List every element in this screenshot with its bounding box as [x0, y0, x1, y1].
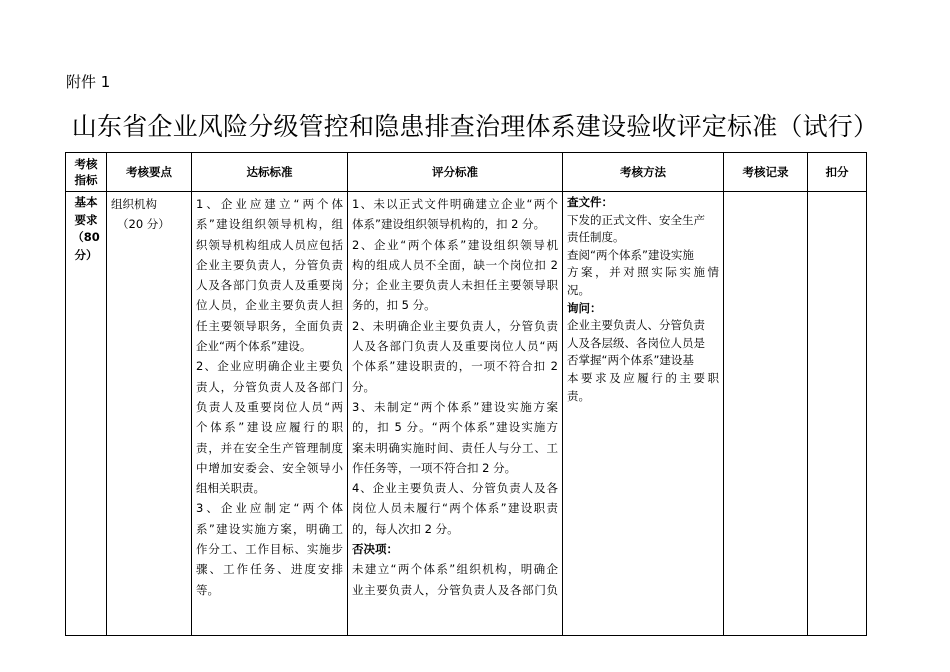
- standard-line: 骤、工作任务、进度安排: [196, 562, 343, 577]
- method-line: 查阅“两个体系”建设实施: [567, 247, 694, 262]
- method-line: 人及各层级、各岗位人员是: [567, 335, 705, 350]
- scoring-cell: [348, 192, 563, 636]
- method-line: 责任制度。: [567, 230, 625, 245]
- method-line: 本要求及应履行的主要职: [567, 370, 719, 385]
- scoring-line: 未建立“两个体系”组织机构，明确企: [352, 562, 558, 577]
- standard-cell: [192, 192, 348, 636]
- scoring-line: 业主要负责人，分管负责人及各部门负: [352, 582, 558, 597]
- scoring-line: 3、未制定“两个体系”建设实施方案: [352, 399, 558, 414]
- standard-line: 等。: [196, 582, 219, 597]
- standard-line: 责人，分管负责人及各部门: [196, 379, 343, 394]
- indicator-cell: [66, 192, 107, 636]
- scoring-line: 4、企业主要负责人、分管负责人及各: [352, 481, 558, 496]
- header-scoring: 评分标准: [348, 153, 563, 192]
- standard-line: 作分工、工作目标、实施步: [196, 542, 343, 557]
- record-cell: [724, 192, 808, 636]
- standard-line: 位人员，企业主要负责人担: [196, 298, 343, 313]
- document-title: 山东省企业风险分级管控和隐患排查治理体系建设验收评定标准（试行）: [71, 112, 879, 141]
- header-indicator-line: 考核: [74, 157, 98, 171]
- standard-line: 个体系”建设应履行的职: [196, 420, 343, 435]
- point-line: 组织机构: [111, 197, 157, 211]
- standard-line: 责，并在安全生产管理制度: [196, 440, 343, 455]
- standard-line: 2、企业应明确企业主要负: [196, 359, 343, 374]
- standard-line: 织领导机构组成人员应包括: [196, 237, 343, 252]
- scoring-line: 分。: [352, 379, 375, 394]
- indicator-line: 基本: [74, 195, 98, 209]
- scoring-line: 1、未以正式文件明确建立企业“两个: [352, 197, 558, 211]
- scoring-line: 作任务等，一项不符合扣 2 分。: [352, 460, 517, 475]
- standard-line: 系”建设实施方案，明确工: [196, 521, 343, 536]
- scoring-line: 案未明确实施时间、责任人与分工、工: [352, 440, 558, 455]
- standard-line: 任主要领导职务，全面负责: [196, 318, 343, 333]
- veto-heading: 否决项：: [352, 542, 398, 557]
- scoring-line: 的，扣 5 分。“两个体系”建设实施方: [352, 420, 558, 435]
- scoring-line: 个体系”建设职责的，一项不符合扣 2: [352, 359, 558, 374]
- scoring-line: 的，每人次扣 2 分。: [352, 521, 459, 536]
- standard-line: 中增加安委会、安全领导小: [196, 460, 343, 475]
- standard-line: 3、企业应制定“两个体: [196, 501, 343, 516]
- scoring-line: 构的组成人员不全面，缺一个岗位扣 2: [352, 257, 558, 272]
- deduction-cell: [808, 192, 867, 636]
- standard-line: 企业“两个体系”建设。: [196, 339, 312, 354]
- scoring-line: 岗位人员未履行“两个体系”建设职责: [352, 501, 558, 516]
- method-line: 责。: [567, 388, 590, 403]
- standard-line: 1、企业应建立“两个体: [196, 197, 343, 211]
- method-line: 方案，并对照实际实施情: [567, 265, 719, 280]
- standard-line: 组相关职责。: [196, 481, 265, 496]
- scoring-line: 务的，扣 5 分。: [352, 298, 436, 313]
- standard-line: 系”建设组织领导机构，组: [196, 217, 343, 232]
- point-line: （20 分）: [117, 217, 170, 232]
- header-indicator: [66, 153, 107, 192]
- header-method: 考核方法: [563, 153, 724, 192]
- header-standard: 达标标准: [192, 153, 348, 192]
- method-line: 否掌握“两个体系”建设基: [567, 353, 694, 368]
- evaluation-standard-table: [65, 152, 867, 636]
- check-documents-heading: 查文件：: [567, 195, 613, 209]
- standard-line: 负责人及重要岗位人员“两: [196, 399, 343, 414]
- header-indicator-line: 指标: [74, 173, 98, 187]
- header-deduction: 扣分: [808, 153, 867, 192]
- indicator-line: 分）: [74, 247, 98, 262]
- inquiry-heading: 询问：: [567, 300, 602, 315]
- scoring-line: 2、未明确企业主要负责人，分管负责: [352, 318, 558, 333]
- indicator-line: 要求: [74, 212, 98, 227]
- table-row: [66, 192, 867, 636]
- attachment-label: 附件 1: [66, 73, 111, 91]
- standard-line: 企业主要负责人，分管负责: [196, 257, 343, 272]
- scoring-line: 2、企业“两个体系”建设组织领导机: [352, 237, 558, 252]
- method-line: 下发的正式文件、安全生产: [567, 212, 705, 227]
- table-header-row: [66, 153, 867, 192]
- point-cell: [107, 192, 192, 636]
- method-line: 况。: [567, 282, 590, 297]
- header-point: 考核要点: [107, 153, 192, 192]
- method-cell: [563, 192, 724, 636]
- standard-line: 人及各部门负责人及重要岗: [196, 278, 343, 293]
- scoring-line: 体系”建设组织领导机构的，扣 2 分。: [352, 217, 546, 232]
- header-record: 考核记录: [724, 153, 808, 192]
- scoring-line: 人及各部门负责人及重要岗位人员“两: [352, 339, 558, 354]
- scoring-line: 分；企业主要负责人未担任主要领导职: [352, 278, 558, 293]
- indicator-line: （80: [72, 230, 100, 245]
- method-line: 企业主要负责人、分管负责: [567, 318, 705, 333]
